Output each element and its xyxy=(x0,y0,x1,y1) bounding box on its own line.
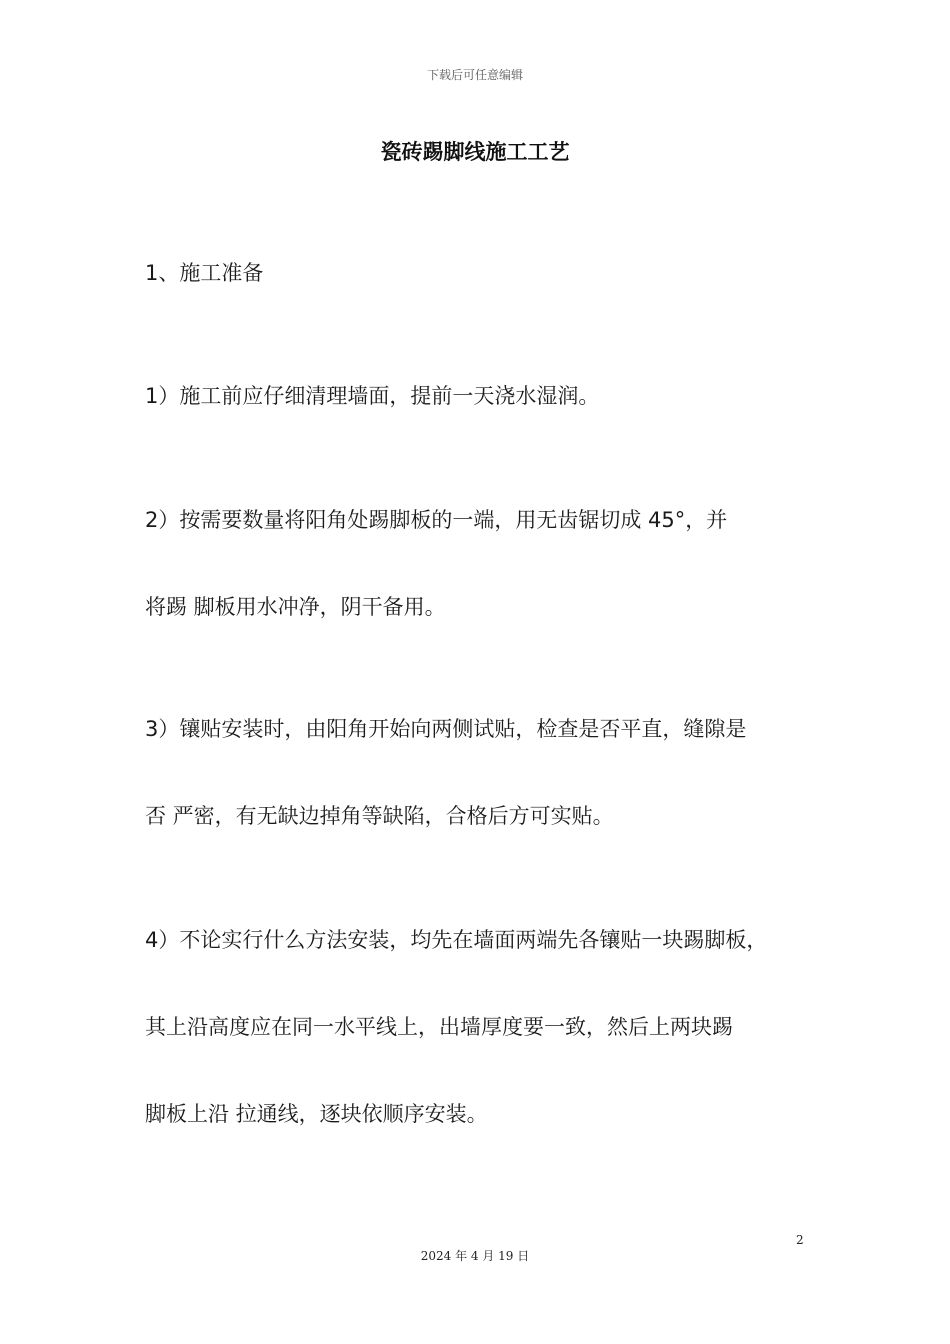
paragraph-line-1: 1）施工前应仔细清理墙面，提前一天浇水湿润。 xyxy=(145,384,600,408)
document-title: 瓷砖踢脚线施工工艺 xyxy=(380,140,570,164)
paragraph-line-8: 脚板上沿 拉通线，逐块依顺序安装。 xyxy=(145,1102,488,1126)
paragraph-line-4: 3）镶贴安装时，由阳角开始向两侧试贴，检查是否平直，缝隙是 xyxy=(145,717,747,741)
paragraph-line-3: 将踢 脚板用水冲净，阴干备用。 xyxy=(145,595,446,619)
section-heading: 1、施工准备 xyxy=(145,261,264,285)
footer-date: 2024 年 4 月 19 日 xyxy=(420,1249,530,1263)
paragraph-line-7: 其上沿高度应在同一水平线上，出墙厚度要一致，然后上两块踢 xyxy=(145,1015,733,1039)
paragraph-line-5: 否 严密，有无缺边掉角等缺陷，合格后方可实贴。 xyxy=(145,804,614,828)
page-number: 2 xyxy=(796,1233,804,1247)
paragraph-line-2: 2）按需要数量将阳角处踢脚板的一端，用无齿锯切成 45°，并 xyxy=(145,508,728,532)
header-note: 下载后可任意编辑 xyxy=(426,68,523,82)
paragraph-line-6: 4）不论实行什么方法安装，均先在墙面两端先各镶贴一块踢脚板， xyxy=(145,928,768,952)
